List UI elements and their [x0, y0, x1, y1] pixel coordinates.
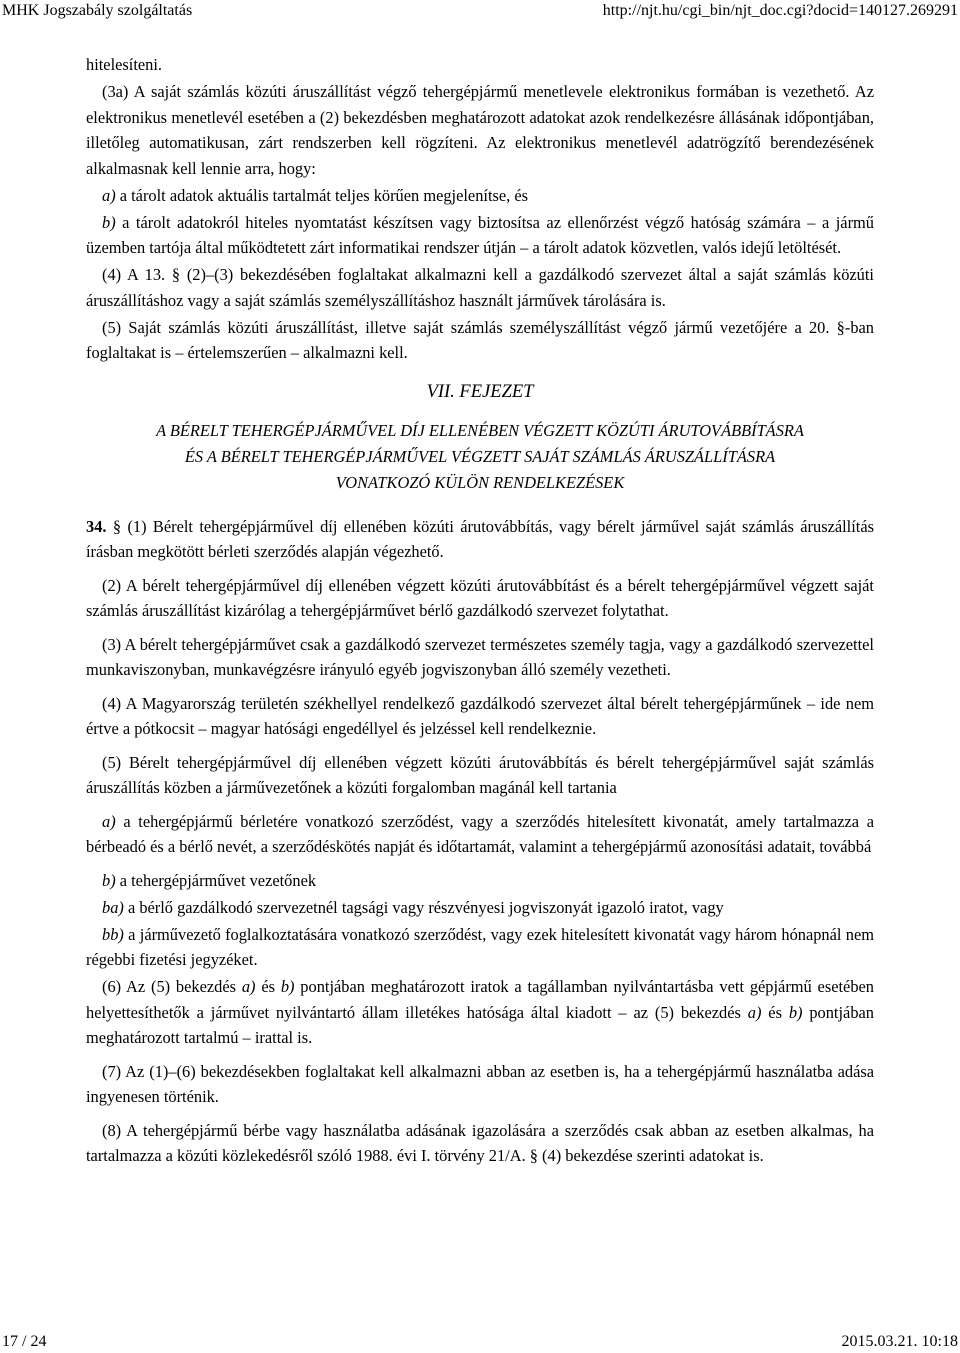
- point-label: b): [102, 870, 116, 890]
- section-34-paragraph-1: [86, 514, 874, 565]
- paragraph-3a-point-a: [86, 183, 874, 209]
- section-34-paragraph-5: (5) Bérelt tehergépjárművel díj ellenében végzett közúti árutovábbítás és bérelt tehergépjárművel saját számlás áruszállítás közben a járművezetőnek a közúti forgalomban magánál kell tartania: [86, 752, 874, 797]
- section-34-paragraph-7: (7) Az (1)–(6) bekezdésekben foglaltakat kell alkalmazni abban az esetben is, ha a tehergépjármű használatba adása ingyenesen történik.: [86, 1061, 874, 1106]
- page-number: 17 / 24: [2, 1333, 47, 1350]
- point-ref: a): [747, 1002, 762, 1022]
- section-34-point-ba: [86, 895, 874, 921]
- paragraph-4: (4) A 13. § (2)–(3) bekezdésében foglaltakat alkalmazni kell a gazdálkodó szervezet által a saját számlás közúti áruszállításhoz vagy a saját számlás személyszállításhoz használt járművek tárolására is.: [86, 265, 874, 310]
- paragraph-3a-point-b: [86, 210, 874, 261]
- paragraph-continuation: hitelesíteni.: [86, 55, 163, 74]
- text-run: és: [255, 977, 281, 996]
- point-text: a bérlő gazdálkodó szervezetnél tagsági vagy részvényesi jogviszonyát igazoló iratot, vagy: [123, 897, 724, 917]
- section-34-point-b: [86, 868, 874, 894]
- section-34-paragraph-4: (4) A Magyarország területén székhellyel rendelkező gazdálkodó szervezet által bérelt tehergépjárműnek – ide nem értve a pótkocsit – magyar hatósági engedéllyel és jelzéssel kell rendelkeznie.: [86, 693, 874, 738]
- header-source: MHK Jogszabály szolgáltatás: [2, 2, 193, 19]
- chapter-title-line: ÉS A BÉRELT TEHERGÉPJÁRMŰVEL VÉGZETT SAJÁT SZÁMLÁS ÁRUSZÁLLÍTÁSRA: [184, 446, 776, 466]
- section-34-paragraph-8: (8) A tehergépjármű bérbe vagy használatba adásának igazolására a szerződés csak abban az esetben alkalmas, ha tartalmazza a közúti közlekedésről szóló 1988. évi I. törvény 21/A. § (4) bekezdése szerinti adatokat is.: [86, 1120, 874, 1165]
- point-label: a): [102, 185, 116, 205]
- section-34-point-a: [86, 809, 874, 860]
- point-label: ba): [102, 897, 124, 917]
- point-text: a tehergépjármű bérletére vonatkozó szerződést, vagy a szerződés hitelesített kivonatát, amely tartalmazza a bérbeadó és a bérlő nevét, a szerződéskötés napját és időtartamát, valamint a tehergépjármű azonosítási adatait, továbbá: [86, 811, 874, 856]
- text-run: és: [761, 1002, 789, 1022]
- text-run: (6) Az (5) bekezdés: [102, 977, 242, 996]
- chapter-title-line: A BÉRELT TEHERGÉPJÁRMŰVEL DÍJ ELLENÉBEN VÉGZETT KÖZÚTI ÁRUTOVÁBBÍTÁSRA: [156, 420, 804, 440]
- point-text: a tárolt adatokról hiteles nyomtatást készítsen vagy biztosítsa az ellenőrzést végző hatóság számára – a jármű üzemben tartója által működtetett zárt informatikai rendszer útján – a tárolt adatok közvetlen, valós idejű letöltését.: [86, 212, 874, 257]
- point-text: a tárolt adatok aktuális tartalmát teljes körűen megjelenítse, és: [115, 185, 529, 205]
- point-ref: b): [788, 1002, 803, 1022]
- paragraph-5: (5) Saját számlás közúti áruszállítást, illetve saját számlás személyszállítást végző jármű vezetőjére a 20. §-ban foglaltakat is – értelemszerűen – alkalmazni kell.: [86, 317, 874, 362]
- section-34-point-bb: [86, 922, 874, 973]
- section-34-paragraph-6: [86, 974, 874, 1051]
- text-run: pontjában meghatározott iratok a tagállamban nyilvántartásba vett gépjármű esetében helyettesíthetők a járművet nyilvántartó állam illetékes hatósága által kiadott – az (5) bekezdés: [86, 977, 874, 1022]
- point-text: a járművezető foglalkoztatására vonatkozó szerződést, vagy ezek hitelesített kivonatát vagy három hónapnál nem régebbi fizetési jegyzéket.: [86, 924, 874, 969]
- section-34-paragraph-2: (2) A bérelt tehergépjárművel díj ellenében végzett közúti árutovábbítást és a bérelt tehergépjárművel végzett saját számlás áruszállítást kizárólag a tehergépjárművet bérlő gazdálkodó szervezet folytathat.: [86, 575, 874, 620]
- document-body: [86, 52, 874, 1169]
- header-url: http://njt.hu/cgi_bin/njt_doc.cgi?docid=140127.269291: [602, 2, 958, 19]
- section-34-paragraph-3: (3) A bérelt tehergépjárművet csak a gazdálkodó szervezet természetes személy tagja, vagy a gazdálkodó szervezettel munkaviszonyban, munkavégzésre irányuló egyéb jogviszonyban álló személy vezetheti.: [86, 634, 874, 679]
- page-header: [0, 0, 960, 26]
- point-ref: a): [241, 977, 256, 996]
- print-timestamp: 2015.03.21. 10:18: [841, 1333, 958, 1350]
- chapter-title-line: VONATKOZÓ KÜLÖN RENDELKEZÉSEK: [335, 472, 625, 492]
- chapter-heading: VII. FEJEZET: [426, 381, 534, 402]
- point-label: bb): [102, 924, 124, 944]
- chapter-title: [86, 418, 874, 496]
- text-run: pontjában meghatározott tartalmú – irattal is.: [86, 1002, 874, 1047]
- point-label: a): [102, 811, 116, 831]
- section-number: 34.: [86, 516, 107, 536]
- paragraph-3a: (3a) A saját számlás közúti áruszállítást végző tehergépjármű menetlevele elektronikus formában is vezethető. Az elektronikus menetlevél esetében a (2) bekezdésben meghatározott adatokat azok rendelkezésre állásának időpontjában, illetőleg automatikusan, zárt rendszerben kell rögzíteni. Az elektronikus menetlevél adatrögzítő berendezésének alkalmasnak kell lennie arra, hogy:: [86, 82, 874, 178]
- section-text: § (1) Bérelt tehergépjárművel díj ellenében közúti árutovábbítás, vagy bérelt járművel saját számlás áruszállítás írásban megkötött bérleti szerződés alapján végezhető.: [86, 516, 874, 561]
- point-ref: b): [280, 977, 295, 996]
- point-label: b): [102, 212, 116, 232]
- point-text: a tehergépjárművet vezetőnek: [115, 870, 317, 890]
